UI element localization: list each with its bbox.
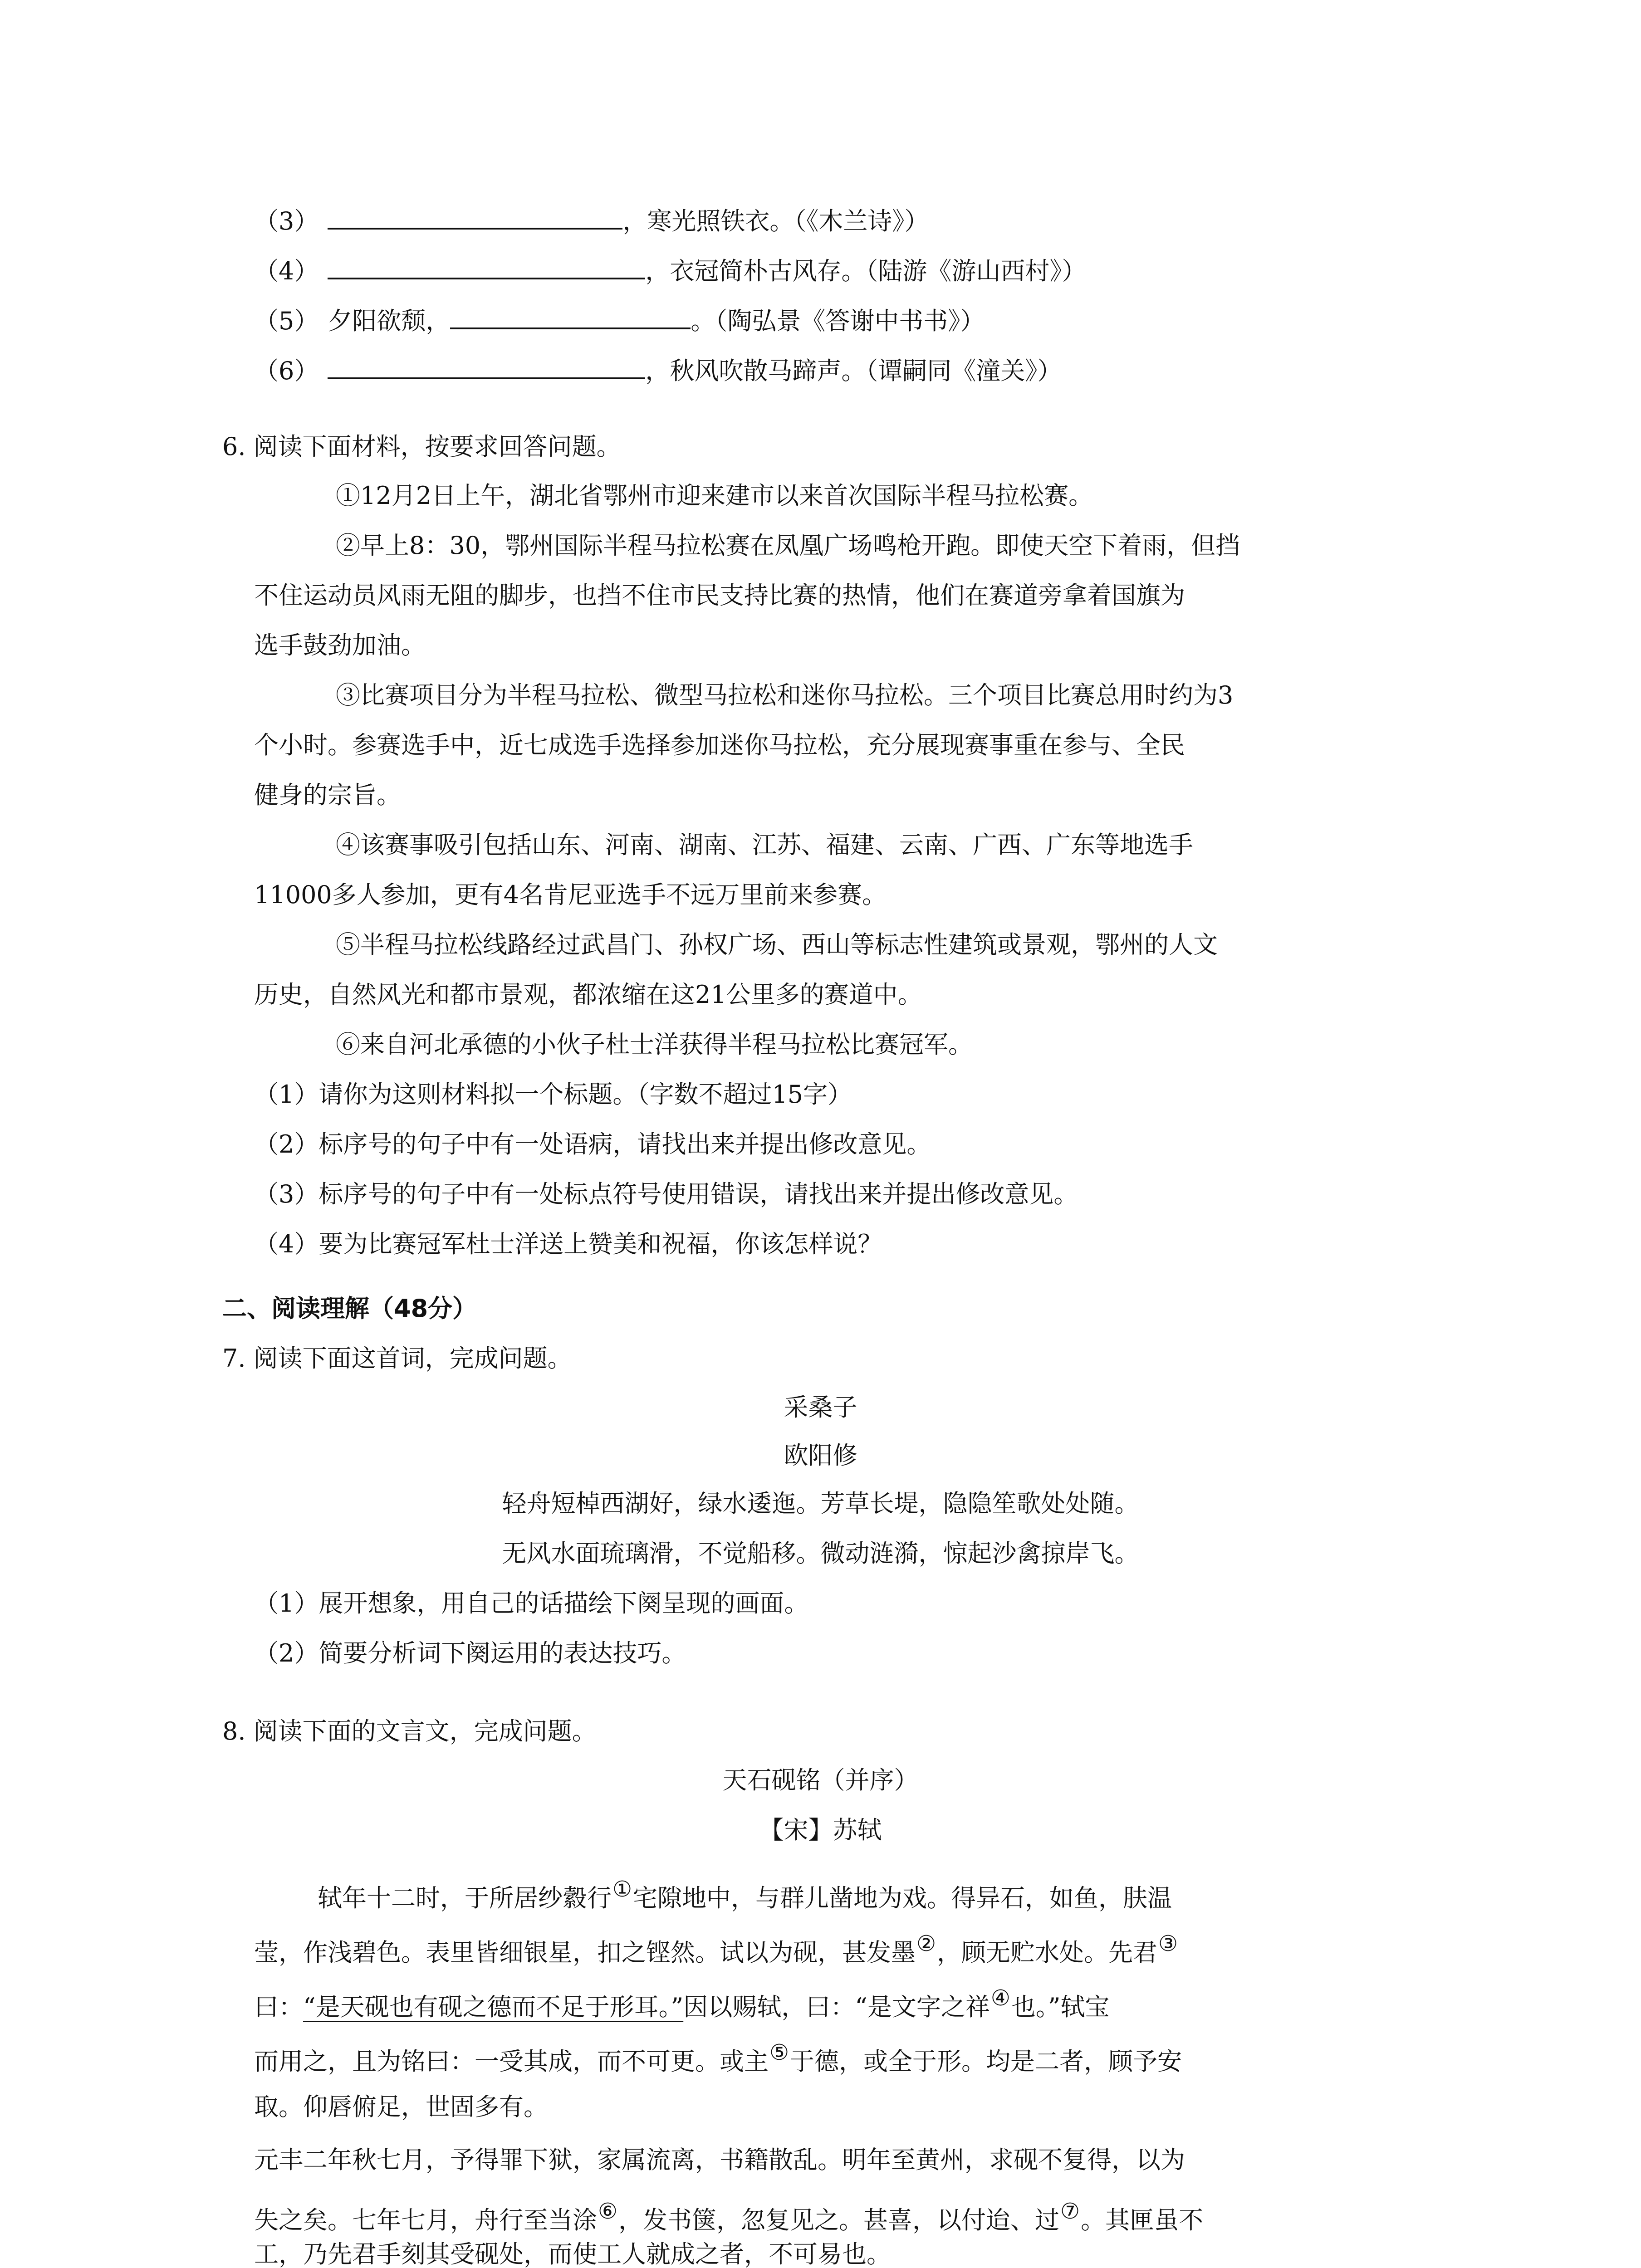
q6-para-line: 选手鼓劲加油。 (254, 631, 426, 660)
classical-text-line: 元丰二年秋七月，予得罪下狱，家属流离，书籍散乱。明年至黄州，求砚不复得，以为 (254, 2146, 1185, 2174)
classical-text-line: 工，乃先君手刻其受砚处，而使工人就成之者，不可易也。 (254, 2240, 891, 2268)
q6-sub-question: （2）标序号的句子中有一处语病，请找出来并提出修改意见。 (254, 1130, 931, 1158)
q6-para-line: 11000多人参加，更有4名肯尼亚选手不远万里前来参赛。 (254, 880, 887, 909)
q7-sub-question: （2）简要分析词下阕运用的表达技巧。 (254, 1639, 686, 1667)
blank-after-text: ，寒光照铁衣。（《木兰诗》） (622, 207, 929, 235)
item-number: （4） (254, 257, 319, 285)
q6-para-line: ⑤半程马拉松线路经过武昌门、孙权广场、西山等标志性建筑或景观，鄂州的人文 (336, 930, 1218, 959)
item-number: （3） (254, 207, 319, 235)
footnote-marker: ④ (990, 1985, 1010, 2011)
poem-line: 无风水面琉璃滑，不觉船移。微动涟漪，惊起沙禽掠岸飞。 (502, 1539, 1139, 1568)
q7-title: 7. 阅读下面这首词，完成问题。 (222, 1344, 572, 1373)
text-title: 天石砚铭（并序） (722, 1766, 919, 1794)
poem-title: 采桑子 (784, 1393, 857, 1422)
q6-sub-question: （3）标序号的句子中有一处标点符号使用错误，请找出来并提出修改意见。 (254, 1180, 1078, 1208)
item-number: （6） (254, 357, 319, 385)
answer-blank[interactable] (450, 304, 691, 329)
blank-after-text: ，秋风吹散马蹄声。（谭嗣同《潼关》） (645, 357, 1062, 385)
q6-title: 6. 阅读下面材料，按要求回答问题。 (222, 432, 621, 461)
blank-after-text: 。（陶弘景《答谢中书书》） (691, 307, 985, 335)
footnote-marker: ① (612, 1877, 632, 1902)
q6-sub-question: （1）请你为这则材料拟一个标题。（字数不超过15字） (254, 1080, 852, 1109)
q7-sub-question: （1）展开想象，用自己的话描绘下阕呈现的画面。 (254, 1589, 809, 1618)
q6-para-line: ⑥来自河北承德的小伙子杜士洋获得半程马拉松比赛冠军。 (336, 1030, 973, 1059)
classical-text-line: 莹，作浅碧色。表里皆细银星，扣之铿然。试以为砚，甚发墨②，顾无贮水处。先君③ (254, 1931, 1178, 1967)
classical-text-line: 曰：“是天砚也有砚之德而不足于形耳。”因以赐轼，曰：“是文字之祥④也。”轼宝 (254, 1985, 1110, 2021)
q8-title: 8. 阅读下面的文言文，完成问题。 (222, 1717, 597, 1745)
classical-text-line: 失之矣。七年七月，舟行至当涂⑥，发书箧，忽复见之。甚喜，以付迨、过⑦。其匣虽不 (254, 2199, 1204, 2234)
underlined-sentence: “是天砚也有砚之德而不足于形耳。” (303, 1993, 684, 2021)
text-author: 【宋】苏轼 (759, 1816, 882, 1844)
q6-para-line: ②早上8：30，鄂州国际半程马拉松赛在凤凰广场鸣枪开跑。即使天空下着雨，但挡 (336, 531, 1240, 560)
blank-item-5 (254, 304, 985, 337)
section-heading: 二、阅读理解（48分） (222, 1294, 477, 1323)
blank-item-3 (254, 204, 929, 237)
blank-item-6 (254, 354, 1062, 387)
footnote-marker: ② (916, 1931, 936, 1956)
blank-after-text: ，衣冠简朴古风存。（陆游《游山西村》） (645, 257, 1087, 285)
footnote-marker: ⑥ (598, 2199, 618, 2224)
poem-line: 轻舟短棹西湖好，绿水逶迤。芳草长堤，隐隐笙歌处处随。 (502, 1489, 1139, 1518)
answer-blank[interactable] (328, 254, 645, 279)
q6-para-line: ①12月2日上午，湖北省鄂州市迎来建市以来首次国际半程马拉松赛。 (336, 481, 1093, 510)
q6-sub-question: （4）要为比赛冠军杜士洋送上赞美和祝福，你该怎样说？ (254, 1230, 882, 1258)
classical-text-line: 取。仰唇俯足，世固多有。 (254, 2092, 548, 2121)
q6-para-line: ④该赛事吸引包括山东、河南、湖南、江苏、福建、云南、广西、广东等地选手 (336, 831, 1193, 859)
footnote-marker: ③ (1158, 1931, 1178, 1956)
footnote-marker: ⑦ (1060, 2199, 1080, 2224)
answer-blank[interactable] (328, 354, 645, 379)
classical-text-line: 而用之，且为铭曰：一受其成，而不可更。或主⑤于德，或全于形。均是二者，顾予安 (254, 2040, 1182, 2076)
q6-para-line: 健身的宗旨。 (254, 781, 401, 809)
blank-item-4 (254, 254, 1086, 287)
q6-para-line: 历史，自然风光和都市景观，都浓缩在这21公里多的赛道中。 (254, 980, 922, 1009)
classical-text-line: 轼年十二时，于所居纱縠行①宅隙地中，与群儿凿地为戏。得异石，如鱼，肤温 (318, 1877, 1172, 1912)
q6-para-line: 不住运动员风雨无阻的脚步，也挡不住市民支持比赛的热情，他们在赛道旁拿着国旗为 (254, 581, 1185, 610)
blank-before-text: 夕阳欲颓， (328, 307, 451, 335)
footnote-marker: ⑤ (769, 2040, 789, 2065)
item-number: （5） (254, 307, 319, 335)
poem-author: 欧阳修 (784, 1441, 857, 1470)
q6-para-line: 个小时。参赛选手中，近七成选手选择参加迷你马拉松，充分展现赛事重在参与、全民 (254, 731, 1185, 759)
answer-blank[interactable] (328, 204, 622, 230)
q6-para-line: ③比赛项目分为半程马拉松、微型马拉松和迷你马拉松。三个项目比赛总用时约为3 (336, 681, 1234, 709)
